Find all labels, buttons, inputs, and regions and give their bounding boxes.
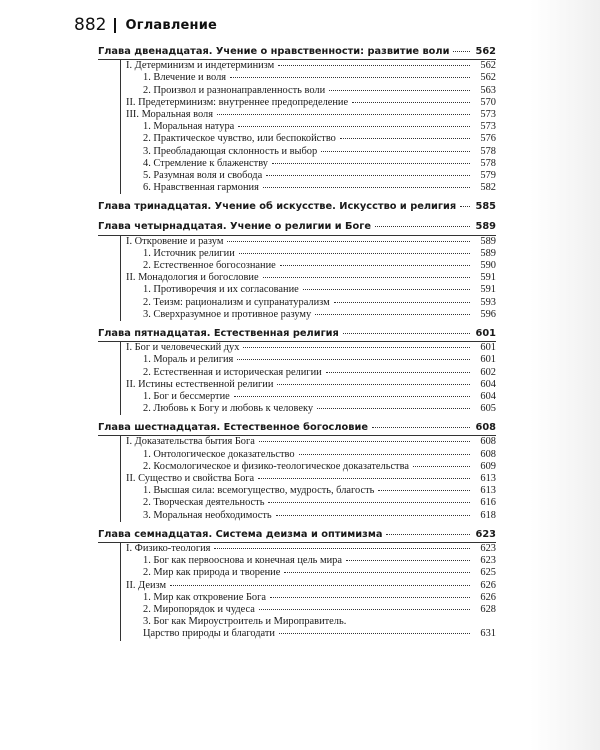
chapter-heading-page: 589 [475,221,496,233]
dot-leader [386,534,470,535]
toc-section-title: I. Физико-теология [126,542,211,554]
toc-section [98,580,496,592]
toc-section-page: 626 [480,579,496,591]
dot-leader [340,138,470,139]
chapter-heading [98,46,496,58]
chapter-bracket [120,542,121,641]
toc-section-page: 601 [480,342,496,354]
chapter-heading-page: 601 [475,327,496,339]
toc-subsection [98,461,496,473]
toc-section [98,60,496,72]
chapter-heading-page: 585 [475,201,496,213]
toc-section-title: I. Детерминизм и индетерминизм [126,60,275,72]
toc-subsection [98,260,496,272]
toc-chapter [98,328,496,422]
toc-section [98,109,496,121]
toc-subsection-title: 2. Естественное богосознание [143,260,276,271]
toc-chapter [98,221,496,328]
dot-leader [278,65,470,66]
table-of-contents [98,46,496,647]
toc-subsection-page: 589 [480,247,496,259]
toc-subsection-page: 625 [480,567,496,579]
toc-section [98,473,496,485]
toc-chapter [98,529,496,648]
dot-leader [268,502,470,503]
toc-subsection-title: 1. Влечение и воля [143,72,227,84]
toc-section-title: II. Истины естественной религии [126,378,274,390]
dot-leader [259,609,470,610]
toc-chapter [98,46,496,201]
toc-subsection-title: 1. Источник религии [143,247,235,259]
chapter-rule [98,235,496,236]
chapter-heading-title: Глава семнадцатая. Система деизма и оптимизма [98,528,383,540]
toc-subsection-page: 601 [480,354,496,366]
toc-subsection [98,367,496,379]
toc-subsection-page: 590 [480,260,496,271]
dot-leader [170,585,470,586]
toc-subsection-title: 1. Мир как откровение Бога [143,591,266,603]
toc-subsection-title: 2. Теизм: рационализм и супранатурализм [143,296,330,308]
chapter-heading [98,422,496,434]
toc-section-page: 591 [480,272,496,284]
toc-section [98,436,496,448]
chapter-heading-title: Глава четырнадцатая. Учение о религии и Боге [98,221,371,233]
toc-subsection [98,170,496,182]
dot-leader [270,597,470,598]
toc-subsection [98,604,496,616]
toc-subsection [98,616,496,628]
toc-subsection [98,391,496,403]
dot-leader [243,347,470,348]
toc-subsection [98,628,496,640]
toc-subsection-page: 573 [480,121,496,133]
dot-leader [263,187,470,188]
toc-section [98,236,496,248]
chapter-rule [98,59,496,60]
toc-section-title: II. Предетерминизм: внутреннее предопределение [126,96,349,108]
toc-subsection-title: 2. Творческая деятельность [143,497,265,509]
toc-section [98,97,496,109]
toc-subsection [98,309,496,321]
toc-subsection [98,248,496,260]
dot-leader [239,253,470,254]
toc-chapter [98,422,496,529]
dot-leader [413,466,470,467]
toc-subsection-title: 3. Моральная необходимость [143,509,272,521]
toc-subsection-page: 591 [480,284,496,296]
chapter-heading-page: 623 [475,528,496,540]
toc-subsection [98,485,496,497]
toc-subsection-title: 2. Естественная и историческая религии [143,366,322,378]
toc-subsection-title: 1. Бог и бессмертие [143,390,230,402]
chapter-rule [98,542,496,543]
toc-subsection-page: 626 [480,591,496,603]
dot-leader [460,206,470,207]
dot-leader [263,277,470,278]
chapter-heading-page: 562 [475,46,496,57]
toc-section-page: 623 [480,542,496,554]
toc-section-title: II. Деизм [126,579,167,591]
dot-leader [329,90,470,91]
toc-subsection-title: 3. Бог как Мироустроитель и Мироправитель. [143,616,347,628]
toc-subsection [98,297,496,309]
toc-subsection-title: 5. Разумная воля и свобода [143,169,263,181]
toc-section-title: I. Доказательства бытия Бога [126,436,255,448]
toc-subsection [98,567,496,579]
toc-subsection [98,158,496,170]
toc-subsection [98,555,496,567]
dot-leader [272,163,470,164]
toc-subsection-title: 1. Онтологическое доказательство [143,448,295,460]
toc-subsection [98,121,496,133]
toc-section [98,379,496,391]
toc-subsection-page: 582 [480,182,496,194]
dot-leader [237,359,470,360]
toc-subsection-title: 1. Бог как первооснова и конечная цель мира [143,555,342,567]
toc-subsection [98,510,496,522]
dot-leader [334,302,470,303]
chapter-bracket [120,59,121,194]
chapter-heading-title: Глава шестнадцатая. Естественное богословие [98,422,368,434]
toc-subsection-page: 596 [480,308,496,320]
dot-leader [343,333,470,334]
dot-leader [230,77,470,78]
toc-section-page: 604 [480,378,496,390]
chapter-heading-title: Глава тринадцатая. Учение об искусстве. Искусство и религия [98,201,457,213]
toc-section-page: 589 [480,235,496,247]
toc-subsection-title: Царство природы и благодати [143,628,275,640]
dot-leader [453,51,470,52]
toc-subsection [98,182,496,194]
toc-section-title: II. Существо и свойства Бога [126,473,255,484]
dot-leader [279,633,470,634]
toc-subsection-page: 562 [480,72,496,84]
toc-subsection-title: 1. Моральная натура [143,121,235,133]
dot-leader [346,560,470,561]
toc-section-title: II. Монадология и богословие [126,272,259,284]
chapter-heading-page: 608 [475,422,496,434]
dot-leader [234,396,470,397]
toc-subsection-title: 2. Любовь к Богу и любовь к человеку [143,403,314,415]
dot-leader [238,126,470,127]
chapter-heading [98,201,496,213]
toc-subsection-page: 593 [480,296,496,308]
chapter-heading [98,221,496,233]
toc-section-page: 570 [480,96,496,108]
toc-subsection-page: 631 [480,628,496,640]
toc-subsection-page: 604 [480,390,496,402]
toc-section-page: 562 [480,60,496,72]
dot-leader [258,478,470,479]
dot-leader [277,384,470,385]
dot-leader [375,226,470,227]
dot-leader [315,314,470,315]
toc-subsection-page: 608 [480,448,496,460]
chapter-bracket [120,435,121,521]
toc-subsection-page: 609 [480,460,496,472]
running-header [74,14,217,36]
dot-leader [266,175,470,176]
toc-subsection-title: 1. Высшая сила: всемогущество, мудрость, благость [143,485,375,497]
dot-leader [303,289,470,290]
dot-leader [276,515,470,516]
toc-subsection-title: 4. Стремление к блаженству [143,157,268,169]
toc-subsection-title: 2. Миропорядок и чудеса [143,603,255,615]
toc-subsection [98,497,496,509]
toc-subsection-page: 579 [480,169,496,181]
toc-subsection [98,449,496,461]
toc-section-page: 608 [480,436,496,448]
toc-subsection-page: 578 [480,157,496,169]
toc-subsection-page: 605 [480,403,496,415]
toc-subsection-title: 2. Космологическое и физико-теологическое доказательства [143,460,409,472]
page-number: 882 [74,15,107,35]
chapter-rule [98,435,496,436]
toc-section-title: III. Моральная воля [126,108,213,120]
toc-subsection-title: 3. Преобладающая склонность и выбор [143,145,318,157]
chapter-heading-title: Глава пятнадцатая. Естественная религия [98,327,339,339]
chapter-bracket [120,235,121,321]
dot-leader [299,454,470,455]
toc-subsection-page: 613 [480,485,496,497]
toc-section [98,543,496,555]
toc-subsection [98,72,496,84]
dot-leader [280,265,470,266]
dot-leader [372,427,470,428]
toc-section [98,272,496,284]
chapter-heading [98,328,496,340]
dot-leader [317,408,470,409]
dot-leader [217,114,470,115]
toc-subsection [98,592,496,604]
toc-subsection [98,85,496,97]
toc-subsection-title: 2. Мир как природа и творение [143,567,281,579]
toc-subsection-page: 602 [480,366,496,378]
toc-subsection-page: 616 [480,497,496,509]
toc-section [98,342,496,354]
toc-subsection [98,133,496,145]
chapter-rule [98,341,496,342]
toc-subsection-page: 618 [480,509,496,521]
dot-leader [326,372,470,373]
toc-subsection [98,146,496,158]
toc-subsection-page: 563 [480,84,496,96]
toc-section-page: 573 [480,108,496,120]
chapter-heading [98,529,496,541]
toc-subsection-title: 3. Сверхразумное и противное разуму [143,308,312,320]
dot-leader [284,572,470,573]
toc-subsection-title: 1. Мораль и религия [143,354,234,366]
chapter-heading-title: Глава двенадцатая. Учение о нравственности: развитие воли [98,46,450,57]
toc-section-title: I. Откровение и разум [126,235,224,247]
toc-subsection-title: 2. Практическое чувство, или беспокойство [143,133,336,145]
dot-leader [214,548,470,549]
toc-subsection-page: 576 [480,133,496,145]
dot-leader [321,151,470,152]
toc-subsection-page: 578 [480,145,496,157]
running-title: Оглавление [125,17,218,33]
toc-subsection [98,284,496,296]
toc-subsection [98,403,496,415]
toc-section-title: I. Бог и человеческий дух [126,342,240,354]
dot-leader [378,490,470,491]
header-separator [114,18,116,33]
toc-subsection [98,354,496,366]
dot-leader [352,102,470,103]
dot-leader [259,441,470,442]
toc-section-page: 613 [480,473,496,484]
page-edge-shadow [530,0,600,750]
toc-subsection-page: 623 [480,555,496,567]
toc-subsection-page: 628 [480,603,496,615]
toc-subsection-title: 1. Противоречия и их согласование [143,284,299,296]
dot-leader [227,241,470,242]
chapter-bracket [120,341,121,415]
toc-subsection-title: 2. Произвол и разнонаправленность воли [143,84,326,96]
toc-subsection-title: 6. Нравственная гармония [143,182,259,194]
toc-chapter [98,201,496,221]
